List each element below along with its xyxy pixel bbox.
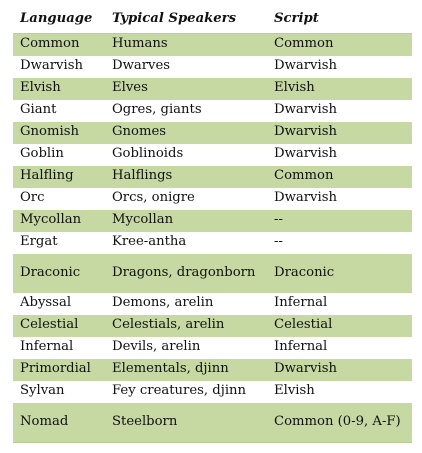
cell-language: Infernal [20,339,74,355]
cell-language: Giant [20,102,57,118]
cell-speakers: Dragons, dragonborn [105,254,267,293]
cell-script: Elvish [274,383,315,399]
cell-script: Elvish [267,78,412,100]
header-script: Script [267,7,412,33]
table-row [13,315,412,337]
cell-speakers: Humans [105,33,267,56]
cell-speakers: Ogres, giants [112,102,202,118]
header-language: Language [13,7,105,33]
header-row [13,7,412,33]
table-row [13,210,412,232]
cell-script: Common (0-9, A-F) [267,403,412,443]
cell-language: Ergat [20,234,58,250]
cell-language: Celestial [13,315,105,337]
table-row [13,56,412,78]
cell-script: Dwarvish [267,122,412,144]
cell-script: Celestial [267,315,412,337]
cell-script: -- [267,210,412,232]
cell-language: Mycollan [13,210,105,232]
cell-language: Gnomish [13,122,105,144]
table-row [13,144,412,166]
cell-language: Draconic [13,254,105,293]
cell-script: Infernal [274,339,328,355]
table-row [13,359,412,381]
cell-language: Halfling [13,166,105,188]
cell-speakers: Celestials, arelin [105,315,267,337]
cell-speakers: Devils, arelin [112,339,201,355]
cell-language: Primordial [13,359,105,381]
cell-language: Goblin [20,146,64,162]
cell-speakers: Goblinoids [112,146,184,162]
header-typical-speakers: Typical Speakers [105,7,267,33]
cell-script: Draconic [267,254,412,293]
table-row [13,78,412,100]
cell-speakers: Gnomes [105,122,267,144]
languages-table [13,7,412,443]
table-row [13,122,412,144]
cell-language: Abyssal [20,295,72,311]
cell-language: Nomad [13,403,105,443]
cell-script: Common [267,166,412,188]
cell-language: Common [13,33,105,56]
table-row [13,188,412,210]
cell-speakers: Elves [105,78,267,100]
table-row [13,232,412,254]
cell-speakers: Kree-antha [112,234,187,250]
table-row [13,100,412,122]
cell-script: -- [274,234,283,250]
table-row [13,381,412,403]
table-row [13,166,412,188]
cell-script: Dwarvish [274,146,337,162]
cell-script: Infernal [274,295,328,311]
cell-language: Dwarvish [20,58,83,74]
cell-language: Orc [20,190,45,206]
cell-speakers: Dwarves [112,58,171,74]
cell-speakers: Mycollan [105,210,267,232]
cell-script: Dwarvish [274,102,337,118]
cell-script: Dwarvish [274,190,337,206]
cell-speakers: Elementals, djinn [105,359,267,381]
cell-speakers: Demons, arelin [112,295,214,311]
cell-language: Sylvan [20,383,65,399]
table-row [13,33,412,56]
table-row [13,254,412,293]
table-row [13,403,412,443]
cell-speakers: Orcs, onigre [112,190,195,206]
table-row [13,337,412,359]
cell-language: Elvish [13,78,105,100]
cell-speakers: Fey creatures, djinn [112,383,247,399]
table-body [13,33,412,442]
table-header [13,7,412,33]
table-row [13,293,412,315]
cell-script: Common [267,33,412,56]
cell-script: Dwarvish [267,359,412,381]
cell-speakers: Steelborn [105,403,267,443]
cell-speakers: Halflings [105,166,267,188]
cell-script: Dwarvish [274,58,337,74]
